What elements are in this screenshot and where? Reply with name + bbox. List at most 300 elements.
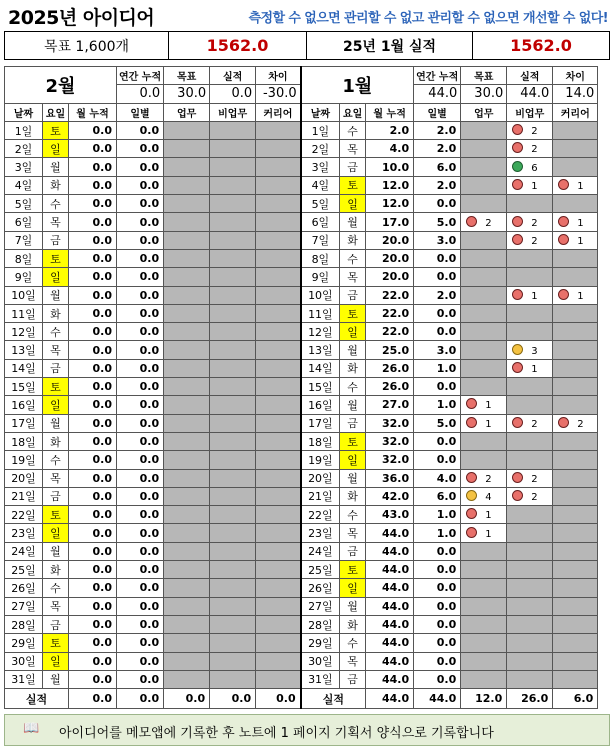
count-value: 2 [531, 473, 538, 485]
jan-month-cum: 20.0 [366, 249, 414, 267]
day-row [5, 487, 598, 505]
count-value: 2 [531, 491, 538, 503]
feb-total-mcum: 0.0 [69, 689, 117, 709]
feb-nonwork [210, 432, 256, 450]
jan-work [461, 231, 507, 249]
feb-work [164, 213, 210, 231]
count-value: 3 [531, 345, 538, 357]
jan-work [461, 158, 507, 176]
jan-daily: 2.0 [414, 140, 461, 158]
jan-actual-value: 44.0 [507, 85, 553, 103]
feb-month-cum: 0.0 [69, 323, 117, 341]
day-row [5, 176, 598, 194]
feb-col-work: 업무 [164, 103, 210, 121]
jan-nonwork [507, 396, 553, 414]
jan-daily: 2.0 [414, 286, 461, 304]
jan-daily: 5.0 [414, 213, 461, 231]
jan-month-cum: 27.0 [366, 396, 414, 414]
jan-career [553, 249, 598, 267]
red-circle-icon [512, 289, 523, 300]
jan-dow: 토 [340, 304, 366, 322]
jan-nonwork [507, 341, 553, 359]
feb-nonwork [210, 396, 256, 414]
count-value: 2 [531, 418, 538, 430]
jan-career [553, 615, 598, 633]
feb-dow: 목 [43, 341, 69, 359]
feb-col-nonwork: 비업무 [210, 103, 256, 121]
jan-date: 10일 [301, 286, 340, 304]
feb-dow: 토 [43, 249, 69, 267]
feb-cum-value: 0.0 [117, 85, 164, 103]
jan-career [553, 597, 598, 615]
feb-work [164, 561, 210, 579]
feb-daily: 0.0 [117, 634, 164, 652]
jan-daily: 1.0 [414, 396, 461, 414]
daily-tracker-table [4, 66, 598, 709]
jan-dow: 토 [340, 561, 366, 579]
feb-career [256, 542, 301, 560]
green-circle-icon [512, 161, 523, 172]
jan-daily: 0.0 [414, 652, 461, 670]
feb-date: 21일 [5, 487, 43, 505]
jan-nonwork [507, 121, 553, 139]
feb-col-mcum: 월 누적 [69, 103, 117, 121]
feb-date: 3일 [5, 158, 43, 176]
red-circle-icon [512, 142, 523, 153]
feb-col-date: 날짜 [5, 103, 43, 121]
red-circle-icon [512, 179, 523, 190]
feb-work [164, 542, 210, 560]
jan-nonwork [507, 451, 553, 469]
feb-month-cum: 0.0 [69, 286, 117, 304]
slogan: 측정할 수 없으면 관리할 수 없고 관리할 수 없으면 개선할 수 없다! [248, 11, 608, 26]
jan-nonwork [507, 268, 553, 286]
jan-dow: 일 [340, 323, 366, 341]
jan-col-career: 커리어 [553, 103, 598, 121]
feb-dow: 월 [43, 414, 69, 432]
jan-date: 30일 [301, 652, 340, 670]
jan-dow: 월 [340, 469, 366, 487]
feb-diff-value: -30.0 [256, 85, 301, 103]
feb-nonwork [210, 341, 256, 359]
count-value: 2 [531, 144, 538, 156]
jan-work [461, 524, 507, 542]
jan-nonwork [507, 634, 553, 652]
feb-daily: 0.0 [117, 561, 164, 579]
book-icon: 📖 [23, 721, 40, 736]
jan-month-cum: 20.0 [366, 231, 414, 249]
feb-nonwork [210, 213, 256, 231]
feb-date: 5일 [5, 195, 43, 213]
jan-nonwork [507, 561, 553, 579]
feb-work [164, 506, 210, 524]
jan-col-dow: 요일 [340, 103, 366, 121]
feb-month-cum: 0.0 [69, 359, 117, 377]
feb-career [256, 414, 301, 432]
count-value: 4 [485, 491, 492, 503]
feb-month-cum: 0.0 [69, 121, 117, 139]
feb-daily: 0.0 [117, 524, 164, 542]
feb-dow: 수 [43, 579, 69, 597]
feb-dow: 화 [43, 432, 69, 450]
jan-dow: 수 [340, 249, 366, 267]
feb-actual-value: 0.0 [210, 85, 256, 103]
feb-career [256, 213, 301, 231]
feb-month-cum: 0.0 [69, 432, 117, 450]
jan-career [553, 121, 598, 139]
feb-month-cum: 0.0 [69, 579, 117, 597]
jan-dow: 월 [340, 213, 366, 231]
total-row [5, 689, 598, 709]
jan-month-cum: 44.0 [366, 615, 414, 633]
jan-month-cum: 20.0 [366, 268, 414, 286]
feb-month-cum: 0.0 [69, 506, 117, 524]
jan-nonwork [507, 359, 553, 377]
jan-date: 3일 [301, 158, 340, 176]
day-row [5, 341, 598, 359]
feb-career [256, 378, 301, 396]
jan-work [461, 121, 507, 139]
feb-daily: 0.0 [117, 542, 164, 560]
jan-career [553, 304, 598, 322]
jan-daily: 0.0 [414, 195, 461, 213]
feb-dow: 목 [43, 213, 69, 231]
feb-career [256, 359, 301, 377]
feb-career [256, 524, 301, 542]
day-row [5, 451, 598, 469]
feb-career [256, 158, 301, 176]
jan-daily: 0.0 [414, 542, 461, 560]
feb-daily: 0.0 [117, 414, 164, 432]
feb-month-cum: 0.0 [69, 597, 117, 615]
feb-dow: 일 [43, 140, 69, 158]
count-value: 1 [531, 290, 538, 302]
feb-col-dow: 요일 [43, 103, 69, 121]
feb-work [164, 195, 210, 213]
month-label-feb: 2월 [5, 67, 117, 104]
jan-daily: 0.0 [414, 670, 461, 688]
jan-career [553, 341, 598, 359]
jan-work [461, 615, 507, 633]
jan-header-h_actual: 실적 [507, 67, 553, 85]
feb-nonwork [210, 414, 256, 432]
feb-work [164, 396, 210, 414]
feb-date: 18일 [5, 432, 43, 450]
feb-nonwork [210, 597, 256, 615]
jan-daily: 6.0 [414, 487, 461, 505]
feb-daily: 0.0 [117, 652, 164, 670]
feb-date: 22일 [5, 506, 43, 524]
feb-work [164, 652, 210, 670]
feb-date: 9일 [5, 268, 43, 286]
jan-nonwork [507, 304, 553, 322]
feb-date: 27일 [5, 597, 43, 615]
feb-work [164, 121, 210, 139]
jan-nonwork [507, 652, 553, 670]
feb-month-cum: 0.0 [69, 451, 117, 469]
jan-date: 14일 [301, 359, 340, 377]
jan-nonwork [507, 140, 553, 158]
jan-month-cum: 43.0 [366, 506, 414, 524]
feb-month-cum: 0.0 [69, 524, 117, 542]
feb-work [164, 158, 210, 176]
feb-month-cum: 0.0 [69, 378, 117, 396]
feb-nonwork [210, 615, 256, 633]
feb-daily: 0.0 [117, 176, 164, 194]
jan-daily: 0.0 [414, 378, 461, 396]
jan-dow: 금 [340, 542, 366, 560]
count-value: 1 [531, 180, 538, 192]
jan-cum-value: 44.0 [414, 85, 461, 103]
feb-dow: 토 [43, 506, 69, 524]
jan-month-cum: 42.0 [366, 487, 414, 505]
feb-dow: 일 [43, 524, 69, 542]
jan-work [461, 396, 507, 414]
jan-date: 17일 [301, 414, 340, 432]
jan-career [553, 579, 598, 597]
feb-nonwork [210, 487, 256, 505]
feb-nonwork [210, 561, 256, 579]
feb-nonwork [210, 121, 256, 139]
jan-nonwork [507, 670, 553, 688]
feb-date: 24일 [5, 542, 43, 560]
feb-dow: 목 [43, 597, 69, 615]
feb-career [256, 597, 301, 615]
jan-work [461, 542, 507, 560]
feb-header-h_diff: 차이 [256, 67, 301, 85]
feb-career [256, 432, 301, 450]
day-row [5, 670, 598, 688]
feb-dow: 일 [43, 652, 69, 670]
feb-month-cum: 0.0 [69, 542, 117, 560]
day-row [5, 414, 598, 432]
feb-nonwork [210, 634, 256, 652]
jan-month-cum: 26.0 [366, 378, 414, 396]
feb-work [164, 140, 210, 158]
jan-work [461, 432, 507, 450]
jan-month-cum: 25.0 [366, 341, 414, 359]
feb-daily: 0.0 [117, 359, 164, 377]
feb-date: 8일 [5, 249, 43, 267]
feb-dow: 화 [43, 176, 69, 194]
jan-col-nonwork: 비업무 [507, 103, 553, 121]
feb-dow: 화 [43, 304, 69, 322]
feb-work [164, 176, 210, 194]
jan-date: 9일 [301, 268, 340, 286]
jan-date: 21일 [301, 487, 340, 505]
jan-month-cum: 36.0 [366, 469, 414, 487]
jan-career [553, 634, 598, 652]
jan-diff-value: 14.0 [553, 85, 598, 103]
feb-work [164, 451, 210, 469]
jan-date: 28일 [301, 615, 340, 633]
jan-career [553, 506, 598, 524]
day-row [5, 542, 598, 560]
day-row [5, 158, 598, 176]
feb-dow: 금 [43, 615, 69, 633]
jan-date: 23일 [301, 524, 340, 542]
jan-month-cum: 44.0 [366, 634, 414, 652]
jan-total-work: 12.0 [461, 689, 507, 709]
day-row [5, 323, 598, 341]
day-row [5, 195, 598, 213]
feb-career [256, 304, 301, 322]
jan-date: 11일 [301, 304, 340, 322]
feb-work [164, 378, 210, 396]
feb-daily: 0.0 [117, 506, 164, 524]
jan-month-cum: 44.0 [366, 579, 414, 597]
jan-daily: 0.0 [414, 634, 461, 652]
feb-daily: 0.0 [117, 341, 164, 359]
feb-month-cum: 0.0 [69, 249, 117, 267]
jan-work [461, 652, 507, 670]
day-row [5, 304, 598, 322]
jan-total-nonwork: 26.0 [507, 689, 553, 709]
jan-date: 8일 [301, 249, 340, 267]
jan-month-cum: 44.0 [366, 652, 414, 670]
jan-dow: 화 [340, 615, 366, 633]
jan-dow: 일 [340, 451, 366, 469]
day-row [5, 561, 598, 579]
jan-dow: 금 [340, 158, 366, 176]
feb-career [256, 140, 301, 158]
count-value: 1 [577, 290, 584, 302]
jan-dow: 화 [340, 231, 366, 249]
feb-date: 25일 [5, 561, 43, 579]
feb-month-cum: 0.0 [69, 268, 117, 286]
feb-work [164, 249, 210, 267]
count-value: 2 [485, 217, 492, 229]
feb-nonwork [210, 304, 256, 322]
feb-career [256, 286, 301, 304]
feb-month-cum: 0.0 [69, 487, 117, 505]
jan-dow: 일 [340, 195, 366, 213]
red-circle-icon [512, 472, 523, 483]
jan-work [461, 359, 507, 377]
feb-career [256, 670, 301, 688]
count-value: 2 [485, 473, 492, 485]
feb-nonwork [210, 451, 256, 469]
day-row [5, 652, 598, 670]
count-value: 1 [485, 510, 492, 522]
feb-dow: 금 [43, 231, 69, 249]
jan-date: 31일 [301, 670, 340, 688]
feb-total-nonwork: 0.0 [210, 689, 256, 709]
feb-work [164, 579, 210, 597]
feb-month-cum: 0.0 [69, 213, 117, 231]
jan-col-work: 업무 [461, 103, 507, 121]
feb-dow: 금 [43, 487, 69, 505]
red-circle-icon [512, 362, 523, 373]
jan-career [553, 231, 598, 249]
jan-daily: 0.0 [414, 268, 461, 286]
feb-work [164, 524, 210, 542]
feb-dow: 수 [43, 451, 69, 469]
jan-work [461, 195, 507, 213]
jan-work [461, 487, 507, 505]
jan-nonwork [507, 579, 553, 597]
day-row [5, 524, 598, 542]
feb-work [164, 670, 210, 688]
feb-daily: 0.0 [117, 158, 164, 176]
jan-dow: 금 [340, 414, 366, 432]
jan-month-cum: 44.0 [366, 524, 414, 542]
red-circle-icon [512, 124, 523, 135]
actual-value: 1562.0 [473, 32, 610, 60]
jan-career [553, 286, 598, 304]
feb-nonwork [210, 176, 256, 194]
feb-dow: 토 [43, 634, 69, 652]
feb-career [256, 323, 301, 341]
jan-date: 2일 [301, 140, 340, 158]
feb-date: 12일 [5, 323, 43, 341]
day-row [5, 615, 598, 633]
feb-work [164, 634, 210, 652]
jan-dow: 금 [340, 286, 366, 304]
jan-daily: 0.0 [414, 579, 461, 597]
red-circle-icon [512, 216, 523, 227]
feb-daily: 0.0 [117, 451, 164, 469]
feb-month-cum: 0.0 [69, 469, 117, 487]
jan-nonwork [507, 487, 553, 505]
feb-daily: 0.0 [117, 286, 164, 304]
jan-month-cum: 44.0 [366, 561, 414, 579]
feb-dow: 수 [43, 195, 69, 213]
feb-daily: 0.0 [117, 396, 164, 414]
count-value: 1 [577, 180, 584, 192]
feb-nonwork [210, 579, 256, 597]
day-row [5, 231, 598, 249]
count-value: 6 [531, 162, 538, 174]
jan-work [461, 506, 507, 524]
jan-date: 5일 [301, 195, 340, 213]
feb-date: 29일 [5, 634, 43, 652]
jan-career [553, 524, 598, 542]
feb-work [164, 341, 210, 359]
feb-nonwork [210, 524, 256, 542]
count-value: 2 [531, 217, 538, 229]
jan-daily: 1.0 [414, 524, 461, 542]
jan-nonwork [507, 542, 553, 560]
feb-nonwork [210, 542, 256, 560]
feb-daily: 0.0 [117, 670, 164, 688]
feb-date: 11일 [5, 304, 43, 322]
jan-daily: 0.0 [414, 561, 461, 579]
feb-col-daily: 일별 [117, 103, 164, 121]
feb-nonwork [210, 268, 256, 286]
jan-nonwork [507, 615, 553, 633]
feb-nonwork [210, 140, 256, 158]
feb-month-cum: 0.0 [69, 670, 117, 688]
feb-nonwork [210, 670, 256, 688]
feb-date: 6일 [5, 213, 43, 231]
feb-date: 17일 [5, 414, 43, 432]
feb-month-cum: 0.0 [69, 652, 117, 670]
feb-header-h_cum: 연간 누적 [117, 67, 164, 85]
jan-career [553, 140, 598, 158]
jan-month-cum: 22.0 [366, 286, 414, 304]
jan-date: 13일 [301, 341, 340, 359]
count-value: 2 [577, 418, 584, 430]
jan-daily: 5.0 [414, 414, 461, 432]
month-label-jan: 1월 [301, 67, 414, 104]
feb-month-cum: 0.0 [69, 341, 117, 359]
jan-nonwork [507, 432, 553, 450]
day-row [5, 634, 598, 652]
feb-date: 2일 [5, 140, 43, 158]
jan-dow: 수 [340, 634, 366, 652]
jan-career [553, 542, 598, 560]
